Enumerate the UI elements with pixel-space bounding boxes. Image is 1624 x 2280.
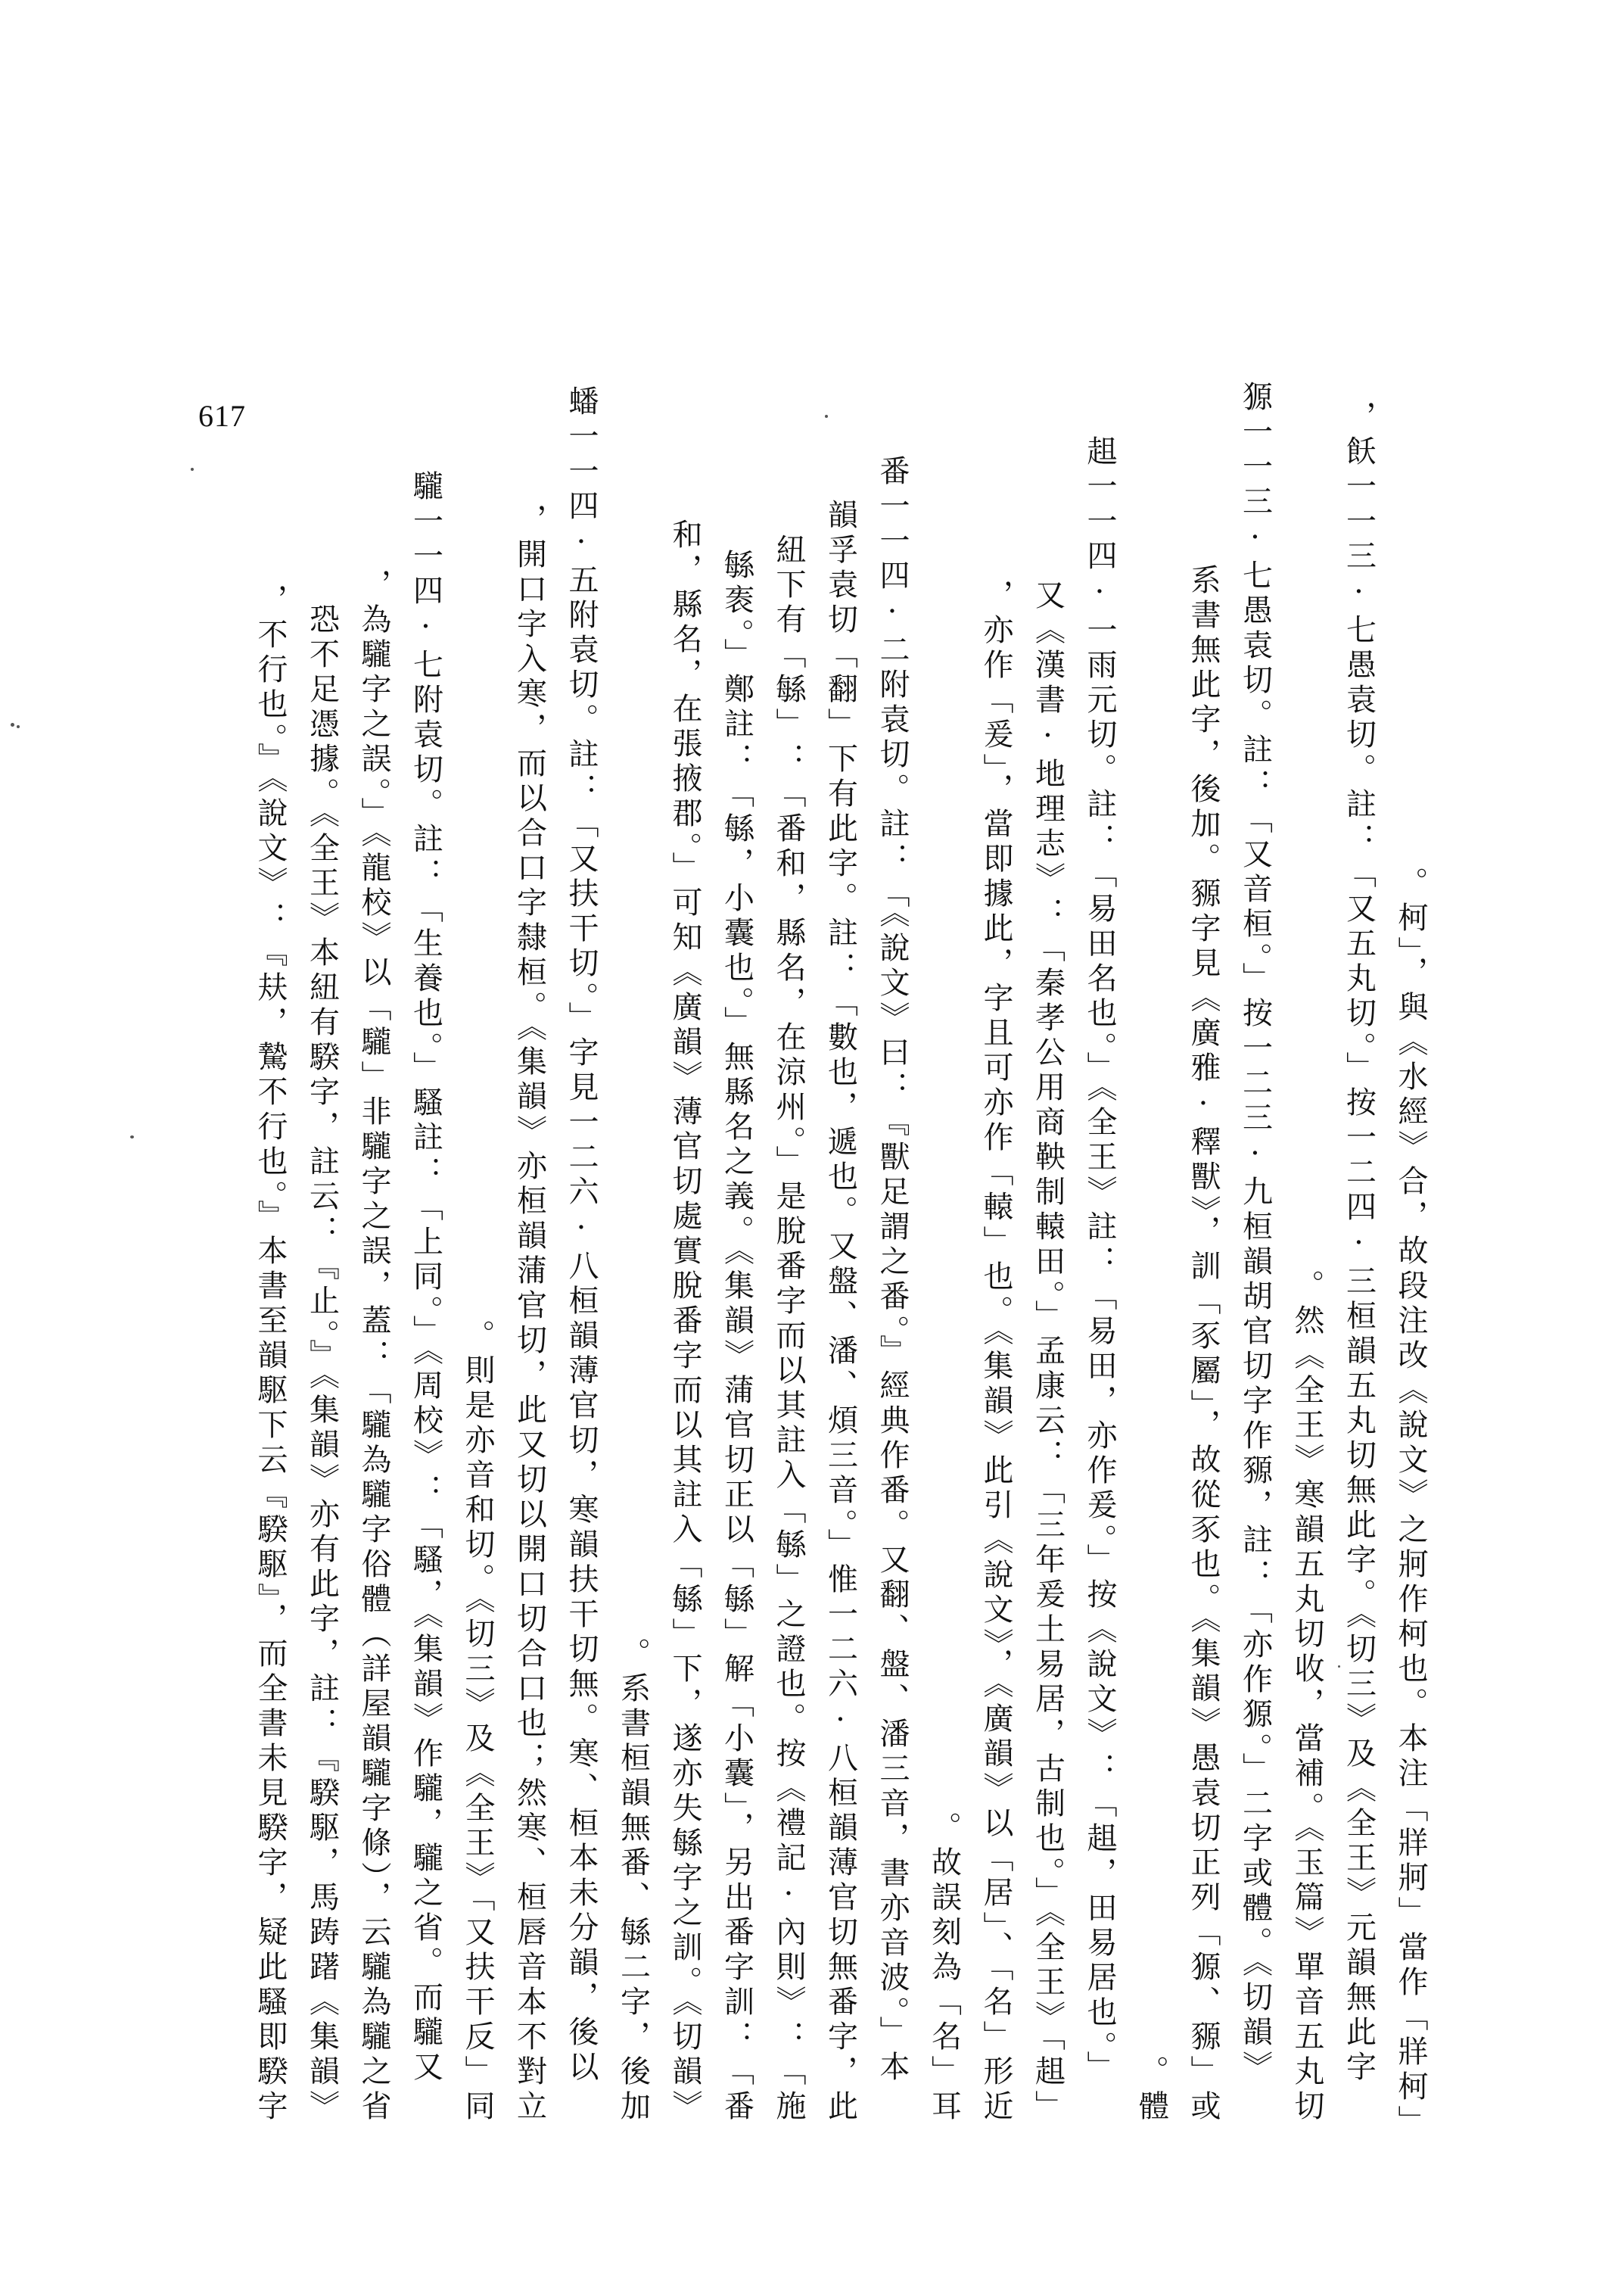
text-column: 柯」，與《水經》合，故段注改《說文》之牁作柯也。本注「牂牁」當作「牂柯」。 [1393,867,1428,2125]
text-column: 系書無此字，後加。豲字見《廣雅·釋獸》，訓「豕屬」，故從豕也。《集韻》愚袁切正列「獂、豲」或 [1186,564,1221,2125]
scan-speck [11,723,14,727]
vertical-text-block [227,381,1430,2125]
page-number: 617 [198,399,246,433]
text-column: 又《漢書·地理志》：「秦孝公用商鞅制轅田。」孟康云：「三年爰土易居，古制也。」《全王》「趄」 [1030,579,1066,2125]
text-column: 韻孚袁切「翻」下有此字。註：「數也，遞也。又盤、潘、煩三音。」惟一二六·八桓韻薄官切無番字，此 [823,499,858,2125]
text-column: 故誤刻為「名」耳。 [926,1811,962,2125]
text-column: 為䮾字之誤。」《龍校》以「䮾」非䮾字之誤，蓋：「䮾為䮾字俗體（詳屋韻䮾字條），云䮾為䮾之省， [356,568,391,2125]
text-column: 紐下有「緐」：「番和，縣名，在涼州。」是脫番字而以其註入「緐」之證也。按《禮記·內則》：「施 [771,534,806,2125]
text-column: 蟠一一四·五附袁切。註：「又扶干切。」字見一二六·八桓韻薄官切，寒韻扶干切無。寒、桓本未分韻，後以 [564,385,599,2085]
scan-speck [825,415,828,418]
text-column: 飫一一三·七愚袁切。註：「又五丸切。」按一二四·三桓韻五丸切無此字。《切三》及《全王》元韻無此字， [1341,400,1377,2085]
text-column: 《集韻》恐不足憑據。《全王》本紐有騤字，註云：『止。』《集韻》亦有此字，註：『騤駆，馬踌躇 [304,603,340,2125]
text-column: 開口字入寒，而以合口字隸桓。《集韻》亦桓韻蒲官切，此又切以開口切合口也；然寒、桓唇音本不對立， [512,503,547,2125]
text-column: 不行也。』《說文》：『㚘，騺不行也。』本書至韻駆下云『騤駆』，而全書未見騤字，疑此騷即騤字， [253,584,288,2125]
text-column: 番一一四·二附袁切。註：「《說文》曰：『獸足謂之番。』經典作番。又翻、盤、潘三音，書亦音波。」本 [875,455,910,2085]
text-column: 獂一一三·七愚袁切。註：「又音桓。」按一二三·九桓韻胡官切字作豲，註：「亦作獂。」二字或體。《切韻》 [1237,381,1273,2085]
text-column: 體。 [1134,2055,1169,2125]
scan-speck [191,468,194,471]
text-column: 亦作「爰」，當即據此，字且可亦作「轅」也。《集韻》此引《說文》，《廣韻》以「居」、「名」形近， [978,579,1013,2125]
text-column: 緐袠。」鄭註：「緐，小囊也。」無縣名之義。《集韻》蒲官切正以「緐」解「小囊」，另出番字訓：「番 [719,549,754,2125]
text-column: 系書桓韻無番、緐二字，後加。 [615,1637,651,2125]
text-column: 然《全王》寒韻五丸切收，當補。《玉篇》單音五丸切。 [1290,1269,1324,2125]
text-column: 則是亦音和切。《切三》及《全王》「又扶干反」同。 [460,1319,495,2125]
scan-speck [1338,1665,1340,1668]
text-column: 趄一一四·一雨元切。註：「易田名也。」《全王》註：「易田，亦作爰。」按《說文》：「趄，田易居也。」 [1082,435,1117,2085]
scan-speck [17,725,20,728]
text-column: 䮾一一四·七附袁切。註：「生養也。」騷註：「上同。」《周校》：「騷，《集韻》作䮾，䮾之省。而䮾又 [408,470,443,2085]
text-column: 和，縣名，在張掖郡。」可知《廣韻》薄官切處實脫番字而以其註入「緐」下，遂亦失緐字之訓。《切韻》 [667,519,702,2125]
scan-speck [130,1135,134,1138]
